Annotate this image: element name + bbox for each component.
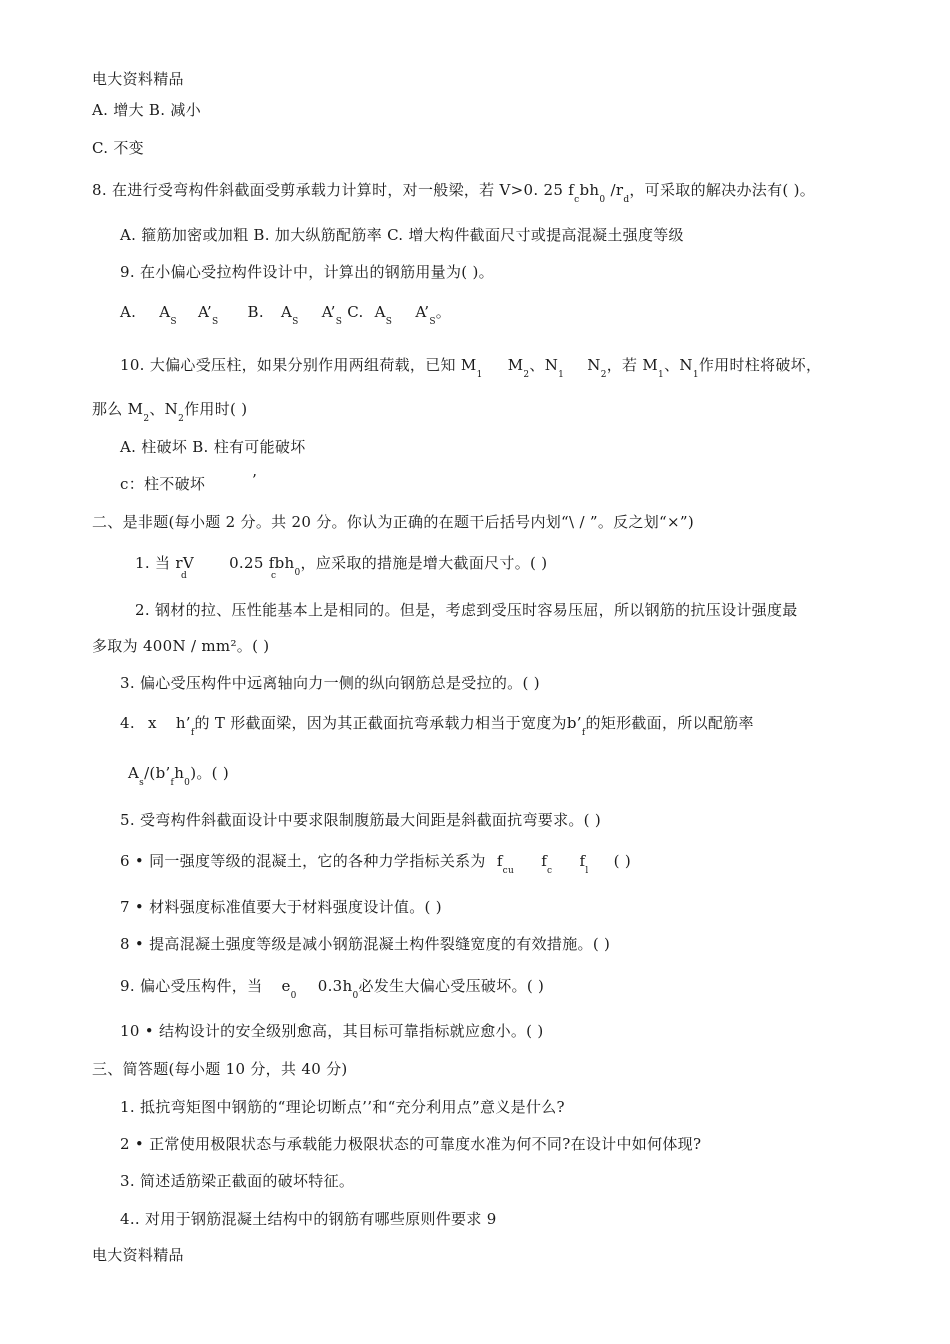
s2-i9-e: e [281, 977, 291, 995]
q8-sub-0: 0 [599, 195, 606, 205]
s2-i4-b: b’ [566, 714, 582, 732]
s2-i6-prefix: 6 • 同一强度等级的混凝土，它的各种力学指标关系为 [120, 852, 486, 870]
q9-opt-b: B. [247, 303, 264, 321]
q9-b-sub-s2: S [335, 317, 343, 327]
q10-N1: N [544, 356, 559, 374]
s2-item-2-line1: 2. 钢材的拉、压性能基本上是相同的。但是，考虑到受压时容易压屈，所以钢筋的抗压设计强度最 [135, 601, 798, 619]
q9-options [120, 302, 451, 325]
q8-prefix: 8. 在进行受弯构件斜截面受剪承载力计算时，对一般梁，若 V>0. 25 [92, 181, 569, 199]
s2-i9-sub-0b: 0 [352, 991, 359, 1001]
q9-opt-a: A. [120, 303, 137, 321]
s2-i4-formula-sub-f: f [170, 778, 175, 788]
s2-item-3: 3. 偏心受压构件中远离轴向力一侧的纵向钢筋总是受拉的。( ) [120, 674, 540, 692]
s2-i1-bh: bh [274, 554, 295, 572]
q10-line2-sub-n2: 2 [178, 414, 185, 424]
s2-i4-formula-sub-0: 0 [184, 778, 191, 788]
s2-i4-formula-sub-s: s [139, 778, 145, 788]
q10-sub-2a: 2 [523, 370, 530, 380]
q9-a-sub-s: S [170, 317, 177, 327]
q10-sub-1b: 1 [558, 370, 565, 380]
q10-sub-n1: 1 [692, 370, 699, 380]
q10-M2: M [507, 356, 524, 374]
q9-a-As: A [159, 303, 171, 321]
s2-i1-suffix: ，应采取的措施是增大截面尺寸。( ) [300, 554, 548, 572]
section2-title: 二、是非题(每小题 2 分。共 20 分。你认为正确的在题干后括号内划“\ / ”。反之划“×”) [92, 513, 694, 531]
s2-i6-f-c: f [541, 852, 548, 870]
q10-mid: ，若 M [606, 356, 659, 374]
s2-i4-mid: 的 T 形截面梁，因为其正截面抗弯承载力相当于宽度为 [194, 714, 567, 732]
s2-item-4 [120, 713, 754, 736]
header-text: 电大资料精品 [92, 70, 184, 88]
q8-f: f [568, 181, 575, 199]
s2-i4-b-sub-f: f [581, 728, 586, 738]
s3-question-4: 4.. 对用于钢筋混凝土结构中的钢筋有哪些原则件要求 9 [120, 1210, 497, 1228]
s2-i4-prefix: 4. [120, 714, 140, 732]
q10-sub-m1: 1 [658, 370, 665, 380]
q10-M1: M [460, 356, 477, 374]
q10-stray-mark: ’ [252, 471, 258, 489]
q9-c-sub-s: S [385, 317, 393, 327]
footer-text: 电大资料精品 [92, 1246, 184, 1264]
q10-line2-prefix: 那么 M [92, 400, 144, 418]
q9-b-Asp: A’ [321, 303, 336, 321]
q10-options-ab: A. 柱破坏 B. 柱有可能破坏 [120, 438, 306, 456]
s2-i4-h-sub-f: f [190, 728, 195, 738]
q10-prefix: 10. 大偏心受压柱，如果分别作用两组荷载，已知 [120, 356, 461, 374]
s2-i6-f-cu: f [496, 852, 503, 870]
q10-sub-1a: 1 [476, 370, 483, 380]
s2-i1-sub-c: c [271, 571, 277, 581]
q10-sep: 、 [529, 356, 545, 374]
q10-line2-sub-m2: 2 [143, 414, 150, 424]
s2-i6-sub-cu: cu [502, 866, 515, 876]
q10-option-c: c：柱不破坏 [120, 475, 206, 493]
s2-i1-f: f [268, 554, 275, 572]
q9-opt-c: C. [347, 303, 364, 321]
q9-b-As: A [281, 303, 293, 321]
s2-i1-sub-0: 0 [294, 568, 301, 578]
s2-i6-sub-l: l [585, 866, 589, 876]
s3-question-1: 1. 抵抗弯矩图中钢筋的“理论切断点’’和“充分利用点”意义是什么? [120, 1098, 565, 1116]
s2-item-1 [135, 553, 547, 576]
q10-line2 [92, 399, 247, 422]
q10-stem [120, 355, 821, 378]
q8-suffix: ，可采取的解决办法有( )。 [629, 181, 816, 199]
s2-i4-formula-h: h [174, 764, 185, 782]
q9-end: 。 [435, 303, 452, 321]
q9-a-sub-s2: S [211, 317, 219, 327]
section3-title: 三、简答题(每小题 10 分，共 40 分) [92, 1060, 348, 1078]
s2-item-6 [120, 851, 631, 874]
s2-item-9 [120, 976, 544, 999]
q8-bh: bh [579, 181, 600, 199]
s2-item-8: 8 • 提高混凝土强度等级是减小钢筋混凝土构件裂缝宽度的有效措施。( ) [120, 935, 611, 953]
q10-line2-suffix: 作用时( ) [184, 400, 248, 418]
q9-stem: 9. 在小偏心受拉构件设计中，计算出的钢筋用量为( )。 [120, 263, 494, 281]
q9-b-sub-s: S [292, 317, 299, 327]
s2-i6-suffix: ( ) [613, 852, 631, 870]
q7-option-c: C. 不变 [92, 139, 144, 157]
q9-c-Asp: A’ [415, 303, 430, 321]
q8-sub-c: c [574, 195, 580, 205]
s2-i6-sub-c: c [547, 866, 553, 876]
s2-item-7: 7 • 材料强度标准值要大于材料强度设计值。( ) [120, 898, 442, 916]
s2-i1-sub-d: d [181, 571, 188, 581]
q9-c-As: A [374, 303, 386, 321]
s2-i1-prefix: 1. 当 [135, 554, 176, 572]
s2-item-4-formula [128, 763, 229, 786]
q8-slash-r: /r [610, 181, 624, 199]
s2-i9-prefix: 9. 偏心受压构件，当 [120, 977, 263, 995]
s2-item-10: 10 • 结构设计的安全级别愈高，其目标可靠指标就应愈小。( ) [120, 1022, 544, 1040]
q8-options: A. 箍筋加密或加粗 B. 加大纵筋配筋率 C. 增大构件截面尺寸或提高混凝土强度等级 [120, 226, 684, 244]
s2-item-5: 5. 受弯构件斜截面设计中要求限制腹筋最大间距是斜截面抗弯要求。( ) [120, 811, 602, 829]
s2-i1-V: V [182, 554, 194, 572]
q10-sub-2b: 2 [600, 370, 607, 380]
s2-i4-h: h’ [175, 714, 191, 732]
s2-i6-f-l: f [579, 852, 586, 870]
q8-stem [92, 180, 815, 203]
s2-i9-val: 0.3h [317, 977, 353, 995]
q10-suffix: 作用时柱将破坏， [698, 356, 822, 374]
s2-i4-suffix: 的矩形截面，所以配筋率 [585, 714, 754, 732]
s2-i4-formula-A: A [128, 764, 140, 782]
q10-line2-n: 、N [149, 400, 179, 418]
q10-N2: N [587, 356, 601, 374]
s2-i1-val: 0.25 [229, 554, 264, 572]
s2-i4-formula-end: )。( ) [190, 764, 230, 782]
q9-c-sub-s2: S [429, 317, 436, 327]
q10-comma-n: 、N [664, 356, 693, 374]
q9-a-Asp: A’ [197, 303, 212, 321]
s2-i9-suffix: 必发生大偏心受压破坏。( ) [358, 977, 545, 995]
s2-i4-x: x [147, 714, 157, 732]
s2-item-2-line2: 多取为 400N / mm²。( ) [92, 637, 270, 655]
q8-sub-d: d [623, 195, 630, 205]
q7-options-ab: A. 增大 B. 减小 [92, 101, 201, 119]
s2-i1-r: r [175, 554, 183, 572]
s2-i9-sub-0a: 0 [290, 991, 297, 1001]
s3-question-3: 3. 简述适筋梁正截面的破坏特征。 [120, 1172, 355, 1190]
s2-i4-formula-mid: /(b’ [144, 764, 171, 782]
s3-question-2: 2 • 正常使用极限状态与承载能力极限状态的可靠度水准为何不同?在设计中如何体现? [120, 1135, 702, 1153]
